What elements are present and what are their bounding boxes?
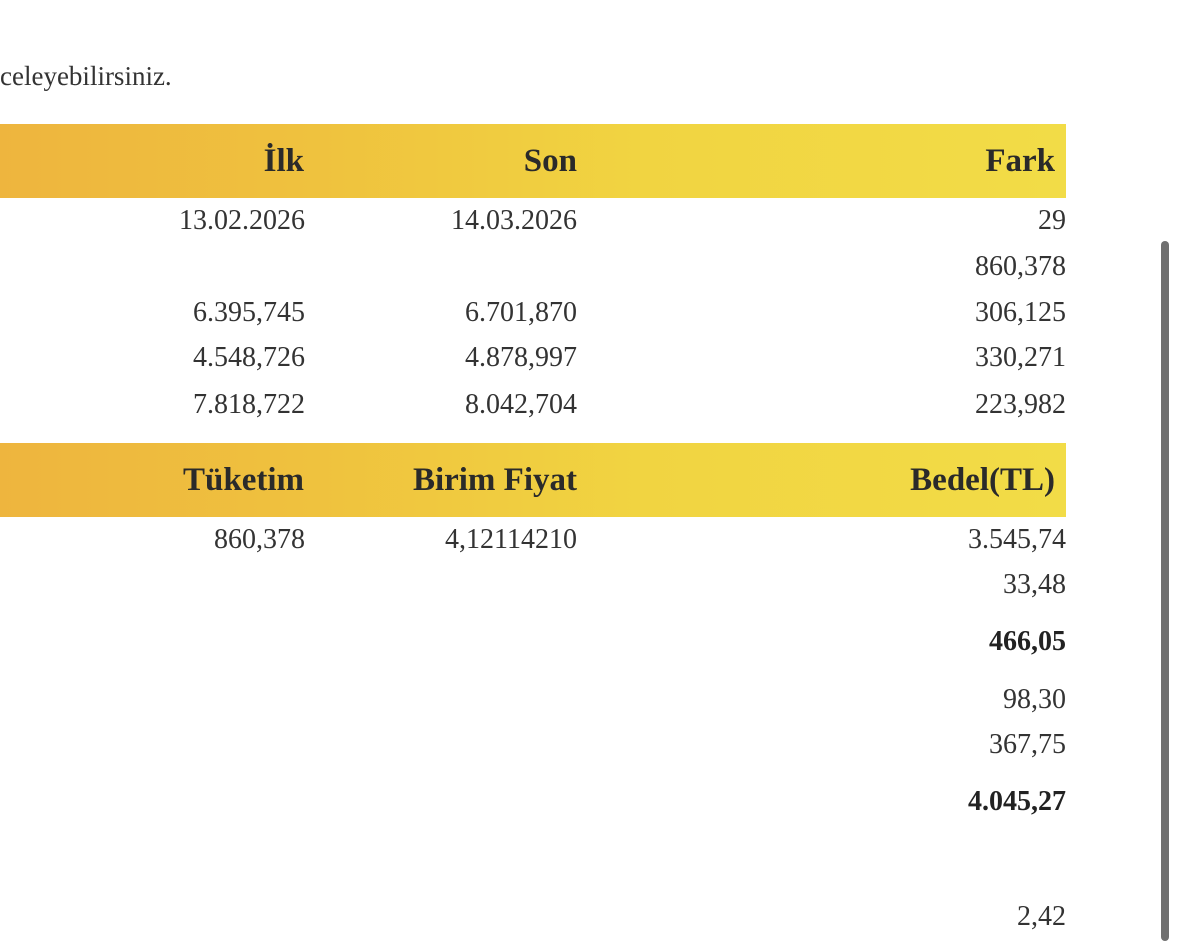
header-tuketim: Tüketim [182, 462, 304, 498]
amount-value: 33,48 [1003, 569, 1066, 600]
cell-son: 6.701,870 [465, 297, 577, 328]
cell-fark: 223,982 [975, 389, 1066, 420]
amount-value: 98,30 [1003, 684, 1066, 715]
cell-bedel: 3.545,74 [968, 524, 1066, 555]
cell-ilk: 4.548,726 [193, 342, 305, 373]
reading-table-header [0, 124, 1066, 198]
subtotal-value: 466,05 [989, 626, 1066, 657]
cell-tuketim: 860,378 [214, 524, 305, 555]
cell-fark: 860,378 [975, 251, 1066, 282]
total-value: 4.045,27 [968, 786, 1066, 817]
cell-son: 8.042,704 [465, 389, 577, 420]
header-son: Son [523, 143, 577, 179]
cell-son: 14.03.2026 [451, 205, 577, 236]
cell-ilk: 13.02.2026 [179, 205, 305, 236]
cell-son: 4.878,997 [465, 342, 577, 373]
cell-ilk: 6.395,745 [193, 297, 305, 328]
amount-value: 2,42 [1017, 901, 1066, 932]
vertical-scrollbar[interactable] [1161, 241, 1169, 941]
header-fark: Fark [985, 143, 1055, 179]
intro-text: celeyebilirsiniz. [0, 61, 172, 91]
header-bedel: Bedel(TL) [910, 462, 1055, 498]
cell-fark: 29 [1038, 205, 1066, 236]
cell-fark: 306,125 [975, 297, 1066, 328]
cell-fark: 330,271 [975, 342, 1066, 373]
cell-birim-fiyat: 4,12114210 [445, 524, 577, 555]
amount-value: 367,75 [989, 729, 1066, 760]
billing-table-header [0, 443, 1066, 517]
header-birim-fiyat: Birim Fiyat [412, 462, 577, 498]
header-ilk: İlk [263, 143, 304, 179]
cell-ilk: 7.818,722 [193, 389, 305, 420]
